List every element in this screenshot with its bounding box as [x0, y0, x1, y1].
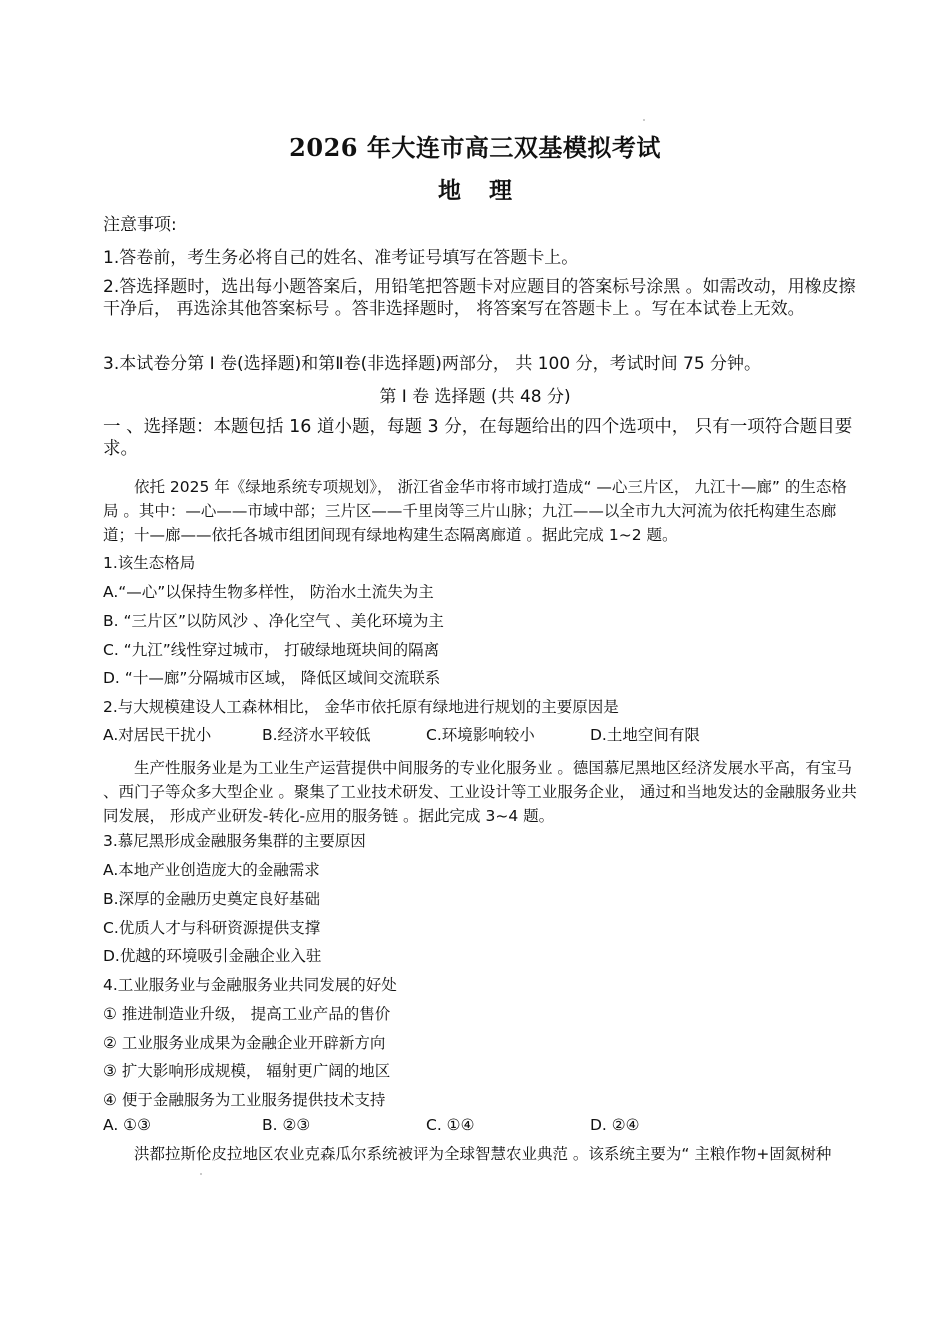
- question-4-option-b: B. ②③: [262, 1116, 311, 1134]
- note-rule-2: 2.答选择题时，选出每小题答案后，用铅笔把答题卡对应题目的答案标号涂黑 。如需改动，用橡皮擦干净后， 再选涂其他答案标号 。答非选择题时， 将答案写在答题卡上 。写在本试卷上无效。: [103, 277, 856, 319]
- question-2-option-c: C.环境影响较小: [426, 726, 535, 744]
- question-1-stem: 1.该生态格局: [103, 554, 196, 572]
- notes-heading: 注意事项:: [103, 215, 177, 235]
- question-1-option-b: B. “三片区”以防风沙 、净化空气 、美化环境为主: [103, 612, 444, 630]
- question-3-option-b: B.深厚的金融历史奠定良好基础: [103, 890, 321, 908]
- question-2-option-a: A.对居民干扰小: [103, 726, 212, 744]
- section-instructions: 一 、选择题：本题包括 16 道小题，每题 3 分，在每题给出的四个选项中， 只有一项符合题目要求。: [103, 417, 853, 459]
- subject-title: 地 理: [437, 177, 522, 204]
- speck: [643, 119, 645, 121]
- question-4-statement-3: ③ 扩大影响形成规模， 辐射更广阔的地区: [103, 1062, 391, 1080]
- passage-2: 生产性服务业是为工业生产运营提供中间服务的专业化服务业 。德国慕尼黑地区经济发展水平高，有宝马 、西门子等众多大型企业 。聚集了工业技术研发、工业设计等工业服务企业， 通过和当地发达的金融服务业共同发展， 形成产业研发-转化-应用的服务链 。据此完成 3~4 题。: [103, 759, 857, 825]
- passage-1: 依托 2025 年《绿地系统专项规划》， 浙江省金华市将市域打造成“ —心三片区， 九江十—廊” 的生态格局 。其中：—心——市域中部；三片区——千里岗等三片山脉；九江——以全市九大河流为依托构建生态廊道；十—廊——依托各城市组团间现有绿地构建生态隔离廊道 。据此完成 1~2 题。: [103, 478, 847, 544]
- question-4-statement-1: ① 推进制造业升级， 提高工业产品的售价: [103, 1005, 391, 1023]
- question-2-stem: 2.与大规模建设人工森林相比， 金华市依托原有绿地进行规划的主要原因是: [103, 698, 619, 716]
- question-2-option-d: D.土地空间有限: [590, 726, 700, 744]
- question-1-option-a: A.“—心”以保持生物多样性， 防治水土流失为主: [103, 583, 434, 601]
- question-3-option-d: D.优越的环境吸引金融企业入驻: [103, 947, 322, 965]
- question-4-stem: 4.工业服务业与金融服务业共同发展的好处: [103, 976, 397, 994]
- question-4-statement-2: ② 工业服务业成果为金融企业开辟新方向: [103, 1034, 386, 1052]
- question-4-option-c: C. ①④: [426, 1116, 475, 1134]
- question-1-option-c: C. “九江”线性穿过城市， 打破绿地斑块间的隔离: [103, 641, 440, 659]
- question-1-option-d: D. “十—廊”分隔城市区域， 降低区域间交流联系: [103, 669, 441, 687]
- exam-title: 2026 年大连市高三双基模拟考试: [289, 133, 661, 162]
- note-rule-1: 1.答卷前，考生务必将自己的姓名、准考证号填写在答题卡上。: [103, 248, 579, 268]
- question-2-option-b: B.经济水平较低: [262, 726, 371, 744]
- question-4-statement-4: ④ 便于金融服务为工业服务提供技术支持: [103, 1091, 386, 1109]
- question-3-option-c: C.优质人才与科研资源提供支撑: [103, 919, 321, 937]
- question-3-stem: 3.慕尼黑形成金融服务集群的主要原因: [103, 832, 366, 850]
- question-4-option-a: A. ①③: [103, 1116, 151, 1134]
- note-rule-3: 3.本试卷分第 Ⅰ 卷(选择题)和第Ⅱ卷(非选择题)两部分， 共 100 分，考试时间 75 分钟。: [103, 354, 762, 374]
- section-title: 第 Ⅰ 卷 选择题 (共 48 分): [379, 387, 571, 407]
- passage-3: 洪都拉斯伦皮拉地区农业克森瓜尔系统被评为全球智慧农业典范 。该系统主要为“ 主粮作物+固氮树种: [134, 1145, 832, 1163]
- question-4-option-d: D. ②④: [590, 1116, 640, 1134]
- question-3-option-a: A.本地产业创造庞大的金融需求: [103, 861, 320, 879]
- speck: [200, 1173, 202, 1175]
